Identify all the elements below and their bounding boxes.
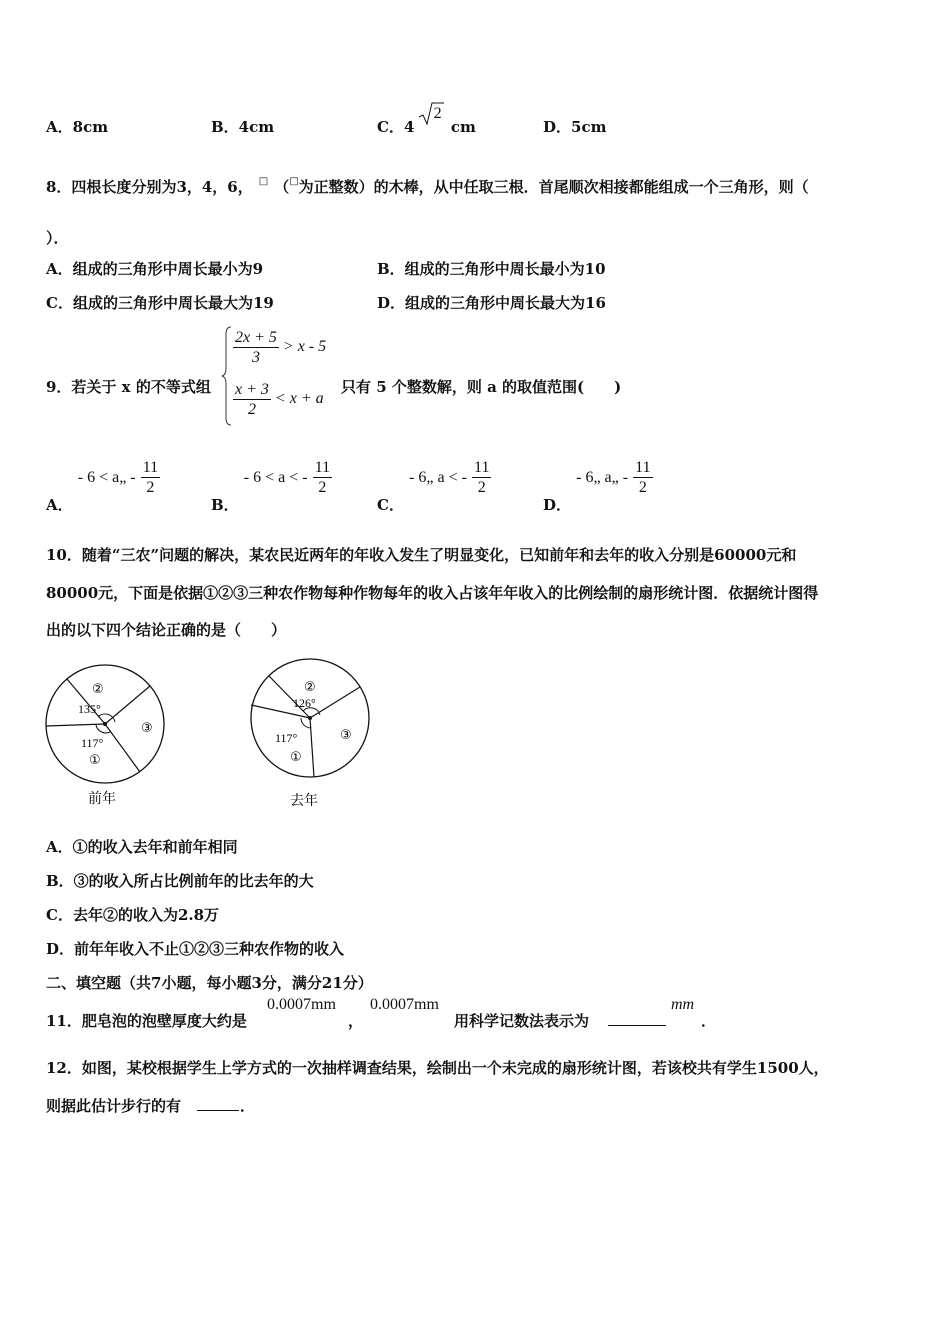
q7-option-c [377, 105, 476, 137]
q10-line-2: 80000元，下面是依据①②③三种农作物每种作物每年的收入占该年年收入的比例绘制的扇形统计图．依据统计图得 [46, 584, 819, 602]
q12-end: ． [240, 1097, 256, 1115]
pie-left-radius-2 [105, 686, 150, 724]
q9-option-c-expr: - 6„ a < - [409, 469, 467, 486]
sqrt-sign-icon [418, 102, 444, 126]
pie-left-label-2: ② [92, 682, 104, 697]
q9-option-d-num: 11 [635, 459, 651, 476]
pie-right-center-dot [308, 716, 312, 720]
q11-unit: mm [671, 996, 695, 1013]
q11-stem-2: 用科学记数法表示为 [454, 1012, 590, 1030]
q8-stem-end: ）． [46, 229, 69, 247]
q8-var-box-2: □ [289, 176, 299, 187]
pie-chart-last-year [245, 656, 380, 812]
q7-option-d: D．5cm [543, 118, 607, 136]
q11-stem-1: 11．肥皂泡的泡壁厚度大约是 [46, 1012, 247, 1030]
q7-option-b: B．4cm [211, 118, 275, 136]
pie-left-caption: 前年 [88, 791, 116, 807]
q9-option-a-label: A． [46, 496, 73, 514]
q11-value-1: 0.0007mm [267, 996, 336, 1013]
q7-sqrt [424, 104, 442, 123]
q10-option-c: C．去年②的收入为2.8万 [46, 906, 220, 924]
q9-option-c-frac [472, 458, 491, 497]
q9-inequality-2 [233, 380, 324, 419]
q9-inequality-1 [233, 328, 326, 367]
q8-var-box: □ [258, 176, 269, 187]
q9-ineq2-num: x + 3 [235, 381, 269, 398]
q9-option-d [543, 458, 653, 514]
pie-left-label-3: ③ [141, 721, 153, 736]
pie-right-radius-4 [310, 718, 314, 777]
q9-option-d-label: D． [543, 496, 572, 514]
q9-option-a [46, 458, 160, 514]
q9-ineq1-den: 3 [251, 349, 260, 366]
q9-option-b [211, 458, 332, 514]
q9-ineq1-frac [233, 328, 279, 367]
q8-option-b: B．组成的三角形中周长最小为10 [377, 260, 606, 278]
q9-option-b-label: B． [211, 496, 239, 514]
q9-stem-1: 9．若关于 x 的不等式组 [46, 378, 211, 396]
q8-stem-2: （ [274, 178, 290, 196]
pie-right-angle-bottom: 117° [275, 731, 298, 745]
q9-option-d-frac [633, 458, 652, 497]
section-2-title: 二、填空题（共7小题，每小题3分，满分21分） [46, 974, 373, 992]
pie-right-angle-top: 126° [293, 696, 316, 710]
q10-option-d: D．前年年收入不止①②③三种农作物的收入 [46, 940, 345, 958]
q12-answer-blank[interactable] [197, 1094, 239, 1110]
q12-line-1: 12．如图，某校根据学生上学方式的一次抽样调查结果，绘制出一个未完成的扇形统计图，若该校共有学生1500人， [46, 1059, 829, 1077]
q9-ineq2-rhs: < x + a [274, 390, 324, 408]
q10-line-3: 出的以下四个结论正确的是（ ） [46, 621, 287, 639]
pie-right-label-3: ③ [340, 728, 352, 743]
q10-option-a: A．①的收入去年和前年相同 [46, 838, 238, 856]
pie-right-label-2: ② [304, 680, 316, 695]
q8-option-c: C．组成的三角形中周长最大为19 [46, 294, 274, 312]
q9-option-d-expr: - 6„ a„ - [576, 469, 629, 486]
q12-line-2: 则据此估计步行的有 [46, 1097, 182, 1115]
q9-option-c-num: 11 [474, 459, 490, 476]
q11-answer-blank[interactable] [608, 1008, 666, 1025]
q9-option-a-den: 2 [141, 477, 160, 497]
q8-stem-1: 8．四根长度分别为3，4，6， [46, 178, 253, 196]
q9-option-b-num: 11 [314, 459, 331, 476]
pie-chart-last-year-before [40, 660, 175, 810]
q8-option-a: A．组成的三角形中周长最小为9 [46, 260, 264, 278]
q9-ineq1-rhs: > x - 5 [282, 338, 327, 356]
q11-end: ． [701, 1012, 717, 1030]
pie-right-label-1: ① [290, 750, 302, 765]
q9-option-d-den: 2 [633, 477, 652, 497]
q7-option-c-coef: 4 [403, 118, 415, 136]
q9-option-c [377, 458, 491, 514]
q9-option-a-expr: - 6 < a„ - [77, 469, 136, 486]
q9-option-b-den: 2 [313, 477, 332, 497]
q10-option-b: B．③的收入所占比例前年的比去年的大 [46, 872, 314, 890]
q9-option-c-label: C． [377, 496, 404, 514]
q9-option-b-expr: - 6 < a < - [243, 469, 308, 486]
q10-line-1: 10．随着“三农”问题的解决，某农民近两年的年收入发生了明显变化，已知前年和去年的收入分别是60000元和 [46, 546, 797, 564]
q9-ineq2-frac [233, 380, 271, 419]
q7-radicand: 2 [433, 105, 442, 122]
pie-left-label-1: ① [89, 753, 101, 768]
pie-left-center-dot [103, 722, 107, 726]
pie-left-angle-top: 135° [78, 702, 101, 716]
q9-ineq2-den: 2 [247, 401, 256, 418]
q8-option-d: D．组成的三角形中周长最大为16 [377, 294, 606, 312]
pie-right-caption: 去年 [290, 793, 318, 809]
q7-option-a: A．8cm [46, 118, 109, 136]
q9-ineq1-num: 2x + 5 [235, 329, 277, 346]
q9-option-c-den: 2 [472, 477, 491, 497]
q8-stem-3: 为正整数）的木棒，从中任取三根．首尾顺次相接都能组成一个三角形，则（ [298, 178, 809, 196]
left-brace-icon [221, 326, 233, 426]
pie-right-radius-2 [310, 687, 360, 718]
q7-option-c-label: C． [377, 118, 404, 136]
q9-stem-2: 只有 5 个整数解，则 a 的取值范围( ) [341, 378, 622, 396]
q11-comma: ， [348, 1012, 364, 1030]
q9-option-b-frac [313, 458, 332, 497]
q7-option-c-unit: cm [450, 118, 476, 136]
pie-left-radius-4 [105, 724, 140, 772]
q9-option-a-num: 11 [142, 459, 159, 476]
q11-value-2: 0.0007mm [370, 996, 439, 1013]
pie-left-angle-bottom: 117° [81, 736, 104, 750]
q9-option-a-frac [141, 458, 160, 497]
q8-stem [46, 176, 809, 197]
